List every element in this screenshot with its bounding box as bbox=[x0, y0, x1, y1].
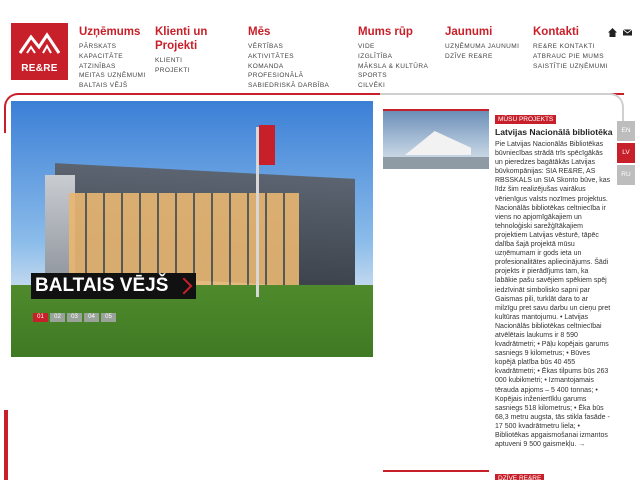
top-icons bbox=[608, 24, 632, 33]
nav-item-vertibas[interactable]: VĒRTĪBAS bbox=[248, 43, 284, 50]
slide-dot-03[interactable]: 03 bbox=[67, 313, 82, 322]
hero-building-windows bbox=[69, 193, 299, 285]
article-badge: MŪSU PROJEKTS bbox=[495, 115, 556, 124]
nav-section-kontakti bbox=[533, 25, 608, 71]
logo-text: RE&RE bbox=[21, 63, 58, 74]
slide-dot-04[interactable]: 04 bbox=[84, 313, 99, 322]
slide-dot-05[interactable]: 05 bbox=[101, 313, 116, 322]
frame-left-bar bbox=[4, 410, 8, 480]
hero-flag bbox=[259, 125, 275, 165]
nav-item-kapacitate[interactable]: KAPACITĀTE bbox=[79, 52, 123, 60]
hero-caption-text: BALTAIS VĒJŠ bbox=[35, 275, 169, 296]
article-body: Pie Latvijas Nacionālās Bibliotēkas būvniecības strādā trīs spēcīgākās un pieredzes bagātākās Latvijas būvkompānijas: SIA RE&RE, AS RBSSKALS un SIA Skonto būve, kas līdz šim realizējušas vairākus vērienīgus valsts nozīmes projektus. Nacionālās bibliotēkas celtniecība ir viens no apjomīgākajiem un tehnoloģiski sarežģītākajiem projektiem Latvijas vēsturē, tāpēc dalība šajā projektā mūsu uzņēmumam ir gods ieta un profesionalitātes apliecinājums. Šādi projekts ir pierādījums tam, ka labākie pašu savējiem spēkiem spēj iedzīvināt simbolisko sapni par Gaismas pili, turklāt dara to ar milzīgu pret savu darbu un cieņu pret kultūras mantojumu. • Latvijas Nacionālās bibliotēkas celtniecībai atvēlētais laukums ir 8 590 kvadrātmetri; • Pāļu kopējais garums sasniegs 9 kilometrus; • Būves kopējā platība būs 40 455 kvadrātmetri; • Ēkas tilpums būs 263 000 kubikmetri; • Izmantojamais tērauda apjoms – 5 400 tonnas; • Kopējais inženiertīklu garums sasniegs 518 kilometrus; • Ēka būs 68,3 metru augsta, tās stikla fasāde - 17 500 kvadrātmetru liela; • Bibliotēkas apgaismošanai izmantos aptuveni 9 500 gaismekļu. → bbox=[495, 141, 611, 449]
lang-ru[interactable]: RU bbox=[617, 165, 635, 185]
nav-section-mes bbox=[248, 25, 329, 91]
nav-item-meitas-uznemumi[interactable]: MEITAS UZŅĒMUMI bbox=[79, 72, 146, 80]
hero-slideshow[interactable] bbox=[11, 101, 373, 357]
nav-item-aktivitates[interactable]: AKTIVITĀTES bbox=[248, 52, 294, 60]
nav-item-komanda[interactable]: KOMANDA bbox=[248, 62, 284, 70]
nav-item-parskats[interactable]: PĀRSKATS bbox=[79, 43, 117, 50]
nav-section-klienti bbox=[155, 25, 225, 76]
nav-item-atbrauc-pie-mums[interactable]: ATBRAUC PIE MUMS bbox=[533, 52, 604, 60]
article-thumbnail[interactable] bbox=[383, 111, 489, 169]
nav-item-rere-kontakti[interactable]: RE&RE KONTAKTI bbox=[533, 43, 595, 50]
nav-item-saistitie-uznemumi[interactable]: SAISTĪTIE UZŅĒMUMI bbox=[533, 62, 608, 70]
nav-item-atzinibas[interactable]: ATZINĪBAS bbox=[79, 62, 116, 70]
nav-title-mums-rup[interactable]: Mums rūp bbox=[358, 26, 413, 38]
nav-item-profesionala[interactable]: PROFESIONĀLĀ bbox=[248, 72, 304, 80]
nav-item-vide[interactable]: VIDE bbox=[358, 43, 375, 50]
nav-item-baltais-vejs[interactable]: BALTAIS VĒJŠ bbox=[79, 82, 128, 90]
nav-title-kontakti[interactable]: Kontakti bbox=[533, 26, 579, 38]
arrow-right-icon bbox=[176, 278, 193, 295]
nav-item-projekti[interactable]: PROJEKTI bbox=[155, 66, 190, 74]
nav-title-jaunumi[interactable]: Jaunumi bbox=[445, 26, 493, 38]
nav-item-klienti[interactable]: KLIENTI bbox=[155, 57, 183, 64]
nav-section-uznemums bbox=[79, 25, 146, 91]
lang-en[interactable]: EN bbox=[617, 121, 635, 141]
nav-item-cilveki[interactable]: CILVĒKI bbox=[358, 82, 386, 90]
nav-item-izglitiba[interactable]: IZGLĪTĪBA bbox=[358, 52, 393, 60]
thumb-library-shape bbox=[405, 131, 471, 155]
language-switcher bbox=[617, 121, 635, 187]
nav-item-maksla-kultura[interactable]: MĀKSLA & KULTŪRA bbox=[358, 62, 429, 70]
nav-section-jaunumi bbox=[445, 25, 519, 62]
article2-thumb-bar bbox=[383, 470, 489, 472]
nav-title-klienti-projekti[interactable]: Klienti un Projekti bbox=[155, 26, 208, 52]
slide-dot-01[interactable]: 01 bbox=[33, 313, 48, 322]
lang-lv[interactable]: LV bbox=[617, 143, 635, 163]
nav-item-dzive-rere[interactable]: DZĪVE RE&RE bbox=[445, 52, 493, 60]
nav-item-uznemuma-jaunumi[interactable]: UZŅĒMUMA JAUNUMI bbox=[445, 43, 520, 50]
nav-section-mums-rup bbox=[358, 25, 428, 91]
nav-title-uznemums[interactable]: Uzņēmums bbox=[79, 26, 141, 38]
logo[interactable] bbox=[11, 23, 68, 80]
nav-title-mes[interactable]: Mēs bbox=[248, 26, 271, 38]
home-icon[interactable] bbox=[608, 24, 617, 33]
logo-mountains-icon bbox=[19, 31, 60, 55]
nav-item-sabiedriska-darbiba[interactable]: SABIEDRISKĀ DARBĪBA bbox=[248, 82, 330, 90]
thumb-water bbox=[383, 157, 489, 169]
article2-badge: DZĪVE RE&RE bbox=[495, 474, 544, 480]
slide-dot-02[interactable]: 02 bbox=[50, 313, 65, 322]
nav-item-sports[interactable]: SPORTS bbox=[358, 72, 388, 80]
hero-caption-link[interactable] bbox=[31, 273, 196, 299]
article-title[interactable]: Latvijas Nacionālā bibliotēka bbox=[495, 127, 613, 137]
mail-icon[interactable] bbox=[623, 24, 632, 33]
slide-pagination bbox=[33, 313, 116, 322]
